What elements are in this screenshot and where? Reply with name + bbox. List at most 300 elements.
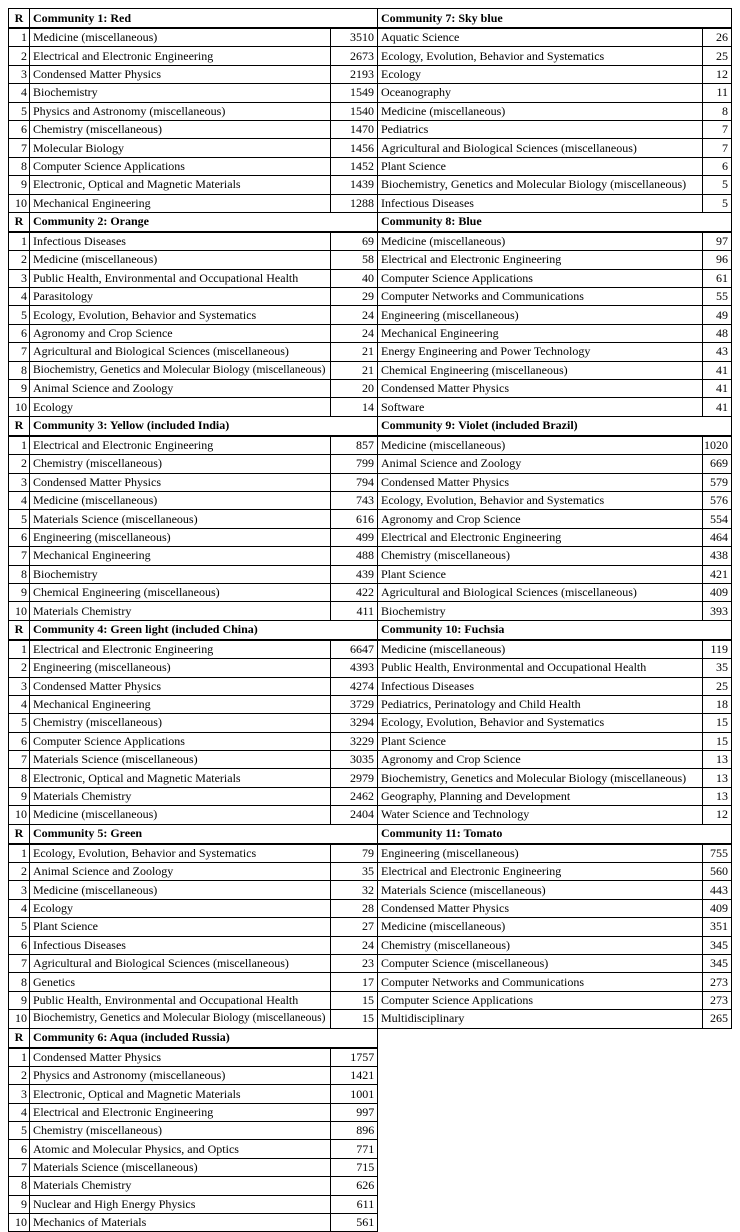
community-title: Community 9: Violet (included Brazil) (378, 416, 732, 436)
community-title: Community 5: Green (30, 824, 378, 844)
count-cell: 35 (331, 863, 378, 881)
rank-cell: 6 (9, 324, 30, 342)
table-row (9, 881, 732, 899)
count-cell: 560 (703, 863, 732, 881)
count-cell: 1001 (331, 1085, 378, 1103)
subject-cell: Electrical and Electronic Engineering (378, 251, 703, 269)
subject-cell: Electronic, Optical and Magnetic Materials (30, 769, 331, 787)
count-cell: 35 (703, 659, 732, 677)
count-cell: 4274 (331, 677, 378, 695)
rank-cell: 8 (9, 565, 30, 583)
subject-cell: Plant Science (378, 565, 703, 583)
subject-cell: Chemistry (miscellaneous) (30, 1122, 331, 1140)
table-row (9, 751, 732, 769)
subject-cell: Atomic and Molecular Physics, and Optics (30, 1140, 331, 1158)
count-cell: 3229 (331, 732, 378, 750)
table-row (9, 139, 732, 157)
table-row (9, 102, 732, 120)
subject-cell: Computer Networks and Communications (378, 973, 703, 991)
subject-cell: Agronomy and Crop Science (378, 751, 703, 769)
count-cell: 438 (703, 547, 732, 565)
rank-cell: 9 (9, 380, 30, 398)
rank-cell: 4 (9, 84, 30, 102)
table-row (9, 640, 732, 659)
count-cell: 12 (703, 806, 732, 824)
table-row (9, 1122, 733, 1140)
community-header-row (9, 416, 732, 436)
count-cell: 715 (331, 1158, 378, 1176)
subject-cell: Genetics (30, 973, 331, 991)
subject-cell: Software (378, 398, 703, 416)
count-cell: 28 (331, 899, 378, 917)
subject-cell: Ecology, Evolution, Behavior and Systematics (30, 306, 331, 324)
subject-cell: Materials Science (miscellaneous) (30, 510, 331, 528)
subject-cell: Biochemistry, Genetics and Molecular Biology (miscellaneous) (378, 176, 703, 194)
rank-cell: 5 (9, 714, 30, 732)
table-row (9, 455, 732, 473)
subject-cell: Plant Science (30, 918, 331, 936)
count-cell: 393 (703, 602, 732, 620)
rank-cell: 6 (9, 120, 30, 138)
count-cell: 43 (703, 343, 732, 361)
rank-cell: 5 (9, 102, 30, 120)
community-title: Community 7: Sky blue (378, 9, 732, 29)
subject-cell: Medicine (miscellaneous) (378, 436, 703, 455)
rank-cell: 6 (9, 528, 30, 546)
empty-cell (378, 1085, 732, 1103)
subject-cell: Materials Science (miscellaneous) (30, 751, 331, 769)
subject-cell: Chemical Engineering (miscellaneous) (30, 583, 331, 601)
subject-cell: Computer Networks and Communications (378, 288, 703, 306)
count-cell: 48 (703, 324, 732, 342)
count-cell: 6647 (331, 640, 378, 659)
subject-cell: Water Science and Technology (378, 806, 703, 824)
table-row (9, 732, 732, 750)
count-cell: 18 (703, 695, 732, 713)
subject-cell: Electrical and Electronic Engineering (30, 1103, 331, 1121)
count-cell: 49 (703, 306, 732, 324)
count-cell: 13 (703, 751, 732, 769)
count-cell: 464 (703, 528, 732, 546)
subject-cell: Electrical and Electronic Engineering (378, 863, 703, 881)
count-cell: 422 (331, 583, 378, 601)
table-row (9, 677, 732, 695)
count-cell: 15 (703, 732, 732, 750)
count-cell: 17 (331, 973, 378, 991)
count-cell: 97 (703, 232, 732, 251)
count-cell: 997 (331, 1103, 378, 1121)
table-row (9, 343, 732, 361)
table-row (9, 1195, 733, 1213)
rank-column-header: R (9, 416, 30, 436)
subject-cell: Agronomy and Crop Science (378, 510, 703, 528)
count-cell: 626 (331, 1177, 378, 1195)
count-cell: 265 (703, 1010, 732, 1028)
rank-cell: 9 (9, 787, 30, 805)
community-title: Community 8: Blue (378, 212, 732, 232)
rank-cell: 5 (9, 510, 30, 528)
rank-cell: 1 (9, 1048, 30, 1067)
rank-column-header: R (9, 1028, 30, 1048)
table-row (9, 695, 732, 713)
subject-cell: Mechanical Engineering (30, 695, 331, 713)
count-cell: 8 (703, 102, 732, 120)
rank-cell: 4 (9, 695, 30, 713)
table-row (9, 65, 732, 83)
count-cell: 41 (703, 361, 732, 379)
count-cell: 561 (331, 1214, 378, 1232)
subject-cell: Materials Science (miscellaneous) (378, 881, 703, 899)
count-cell: 409 (703, 899, 732, 917)
count-cell: 6 (703, 157, 732, 175)
subject-cell: Ecology, Evolution, Behavior and Systematics (30, 844, 331, 863)
subject-cell: Materials Chemistry (30, 602, 331, 620)
rank-cell: 2 (9, 455, 30, 473)
subject-cell: Computer Science Applications (378, 991, 703, 1009)
table-row (9, 769, 732, 787)
rank-cell: 9 (9, 583, 30, 601)
subject-cell: Agricultural and Biological Sciences (miscellaneous) (30, 954, 331, 972)
rank-cell: 6 (9, 1140, 30, 1158)
table-row (9, 1140, 733, 1158)
count-cell: 15 (331, 1010, 378, 1028)
rank-cell: 2 (9, 47, 30, 65)
table-row (9, 288, 732, 306)
count-cell: 1421 (331, 1066, 378, 1084)
subject-cell: Infectious Diseases (30, 936, 331, 954)
rank-cell: 10 (9, 1214, 30, 1232)
subject-cell: Medicine (miscellaneous) (378, 232, 703, 251)
rank-cell: 8 (9, 157, 30, 175)
subject-cell: Geography, Planning and Development (378, 787, 703, 805)
subject-cell: Engineering (miscellaneous) (30, 659, 331, 677)
subject-cell: Infectious Diseases (378, 677, 703, 695)
count-cell: 421 (703, 565, 732, 583)
subject-cell: Biochemistry (378, 602, 703, 620)
rank-cell: 1 (9, 640, 30, 659)
subject-cell: Mechanical Engineering (378, 324, 703, 342)
rank-cell: 7 (9, 139, 30, 157)
count-cell: 799 (331, 455, 378, 473)
count-cell: 3510 (331, 28, 378, 47)
subject-cell: Electronic, Optical and Magnetic Materials (30, 1085, 331, 1103)
count-cell: 5 (703, 194, 732, 212)
subject-cell: Medicine (miscellaneous) (378, 102, 703, 120)
subject-cell: Ecology (378, 65, 703, 83)
subject-cell: Public Health, Environmental and Occupational Health (30, 269, 331, 287)
rank-cell: 7 (9, 751, 30, 769)
count-cell: 1452 (331, 157, 378, 175)
count-cell: 41 (703, 398, 732, 416)
rank-cell: 4 (9, 1103, 30, 1121)
subject-cell: Ecology, Evolution, Behavior and Systematics (378, 47, 703, 65)
count-cell: 1470 (331, 120, 378, 138)
count-cell: 755 (703, 844, 732, 863)
community-band-4 (8, 620, 732, 825)
count-cell: 14 (331, 398, 378, 416)
count-cell: 1549 (331, 84, 378, 102)
count-cell: 499 (331, 528, 378, 546)
count-cell: 25 (703, 47, 732, 65)
table-row (9, 176, 732, 194)
subject-cell: Public Health, Environmental and Occupational Health (30, 991, 331, 1009)
table-row (9, 251, 732, 269)
subject-cell: Public Health, Environmental and Occupational Health (378, 659, 703, 677)
rank-cell: 2 (9, 251, 30, 269)
subject-cell: Chemistry (miscellaneous) (30, 455, 331, 473)
community-title: Community 4: Green light (included China) (30, 620, 378, 640)
table-row (9, 473, 732, 491)
subject-cell: Chemistry (miscellaneous) (378, 936, 703, 954)
empty-cell (378, 1103, 732, 1121)
subject-cell: Biochemistry (30, 565, 331, 583)
subject-cell: Agronomy and Crop Science (30, 324, 331, 342)
count-cell: 7 (703, 120, 732, 138)
empty-cell (378, 1048, 732, 1067)
table-row (9, 269, 732, 287)
table-row (9, 547, 732, 565)
rank-cell: 7 (9, 343, 30, 361)
table-row (9, 194, 732, 212)
count-cell: 488 (331, 547, 378, 565)
count-cell: 24 (331, 324, 378, 342)
table-row (9, 1214, 733, 1232)
count-cell: 411 (331, 602, 378, 620)
rank-column-header: R (9, 9, 30, 29)
count-cell: 351 (703, 918, 732, 936)
subject-cell: Ecology, Evolution, Behavior and Systematics (378, 491, 703, 509)
rank-cell: 10 (9, 602, 30, 620)
count-cell: 579 (703, 473, 732, 491)
count-cell: 15 (703, 714, 732, 732)
subject-cell: Molecular Biology (30, 139, 331, 157)
rank-cell: 1 (9, 436, 30, 455)
subject-cell: Computer Science Applications (378, 269, 703, 287)
count-cell: 4393 (331, 659, 378, 677)
community-band-2 (8, 212, 732, 417)
subject-cell: Animal Science and Zoology (378, 455, 703, 473)
subject-cell: Medicine (miscellaneous) (30, 881, 331, 899)
table-row (9, 510, 732, 528)
subject-cell: Plant Science (378, 732, 703, 750)
count-cell: 3294 (331, 714, 378, 732)
count-cell: 24 (331, 306, 378, 324)
count-cell: 3035 (331, 751, 378, 769)
subject-cell: Mechanical Engineering (30, 547, 331, 565)
subject-cell: Engineering (miscellaneous) (30, 528, 331, 546)
subject-cell: Computer Science (miscellaneous) (378, 954, 703, 972)
count-cell: 119 (703, 640, 732, 659)
count-cell: 1757 (331, 1048, 378, 1067)
subject-cell: Computer Science Applications (30, 732, 331, 750)
community-header-row (9, 9, 732, 29)
count-cell: 273 (703, 973, 732, 991)
subject-cell: Chemistry (miscellaneous) (378, 547, 703, 565)
community-header-row (9, 620, 732, 640)
empty-cell (378, 1195, 732, 1213)
table-row (9, 1010, 732, 1028)
subject-cell: Nuclear and High Energy Physics (30, 1195, 331, 1213)
subject-cell: Energy Engineering and Power Technology (378, 343, 703, 361)
rank-cell: 8 (9, 769, 30, 787)
rank-cell: 3 (9, 65, 30, 83)
community-title: Community 2: Orange (30, 212, 378, 232)
count-cell: 25 (703, 677, 732, 695)
empty-cell (378, 1028, 732, 1048)
subject-cell: Chemical Engineering (miscellaneous) (378, 361, 703, 379)
count-cell: 26 (703, 28, 732, 47)
subject-cell: Biochemistry, Genetics and Molecular Biology (miscellaneous) (378, 769, 703, 787)
table-row (9, 47, 732, 65)
subject-cell: Aquatic Science (378, 28, 703, 47)
table-row (9, 380, 732, 398)
empty-cell (378, 1140, 732, 1158)
count-cell: 1288 (331, 194, 378, 212)
count-cell: 13 (703, 787, 732, 805)
rank-cell: 10 (9, 194, 30, 212)
count-cell: 58 (331, 251, 378, 269)
community-band-5 (8, 824, 732, 1029)
table-row (9, 991, 732, 1009)
subject-cell: Physics and Astronomy (miscellaneous) (30, 1066, 331, 1084)
subject-cell: Chemistry (miscellaneous) (30, 120, 331, 138)
count-cell: 69 (331, 232, 378, 251)
count-cell: 616 (331, 510, 378, 528)
count-cell: 7 (703, 139, 732, 157)
rank-cell: 5 (9, 1122, 30, 1140)
count-cell: 743 (331, 491, 378, 509)
subject-cell: Electrical and Electronic Engineering (30, 47, 331, 65)
subject-cell: Animal Science and Zoology (30, 380, 331, 398)
table-row (9, 398, 732, 416)
count-cell: 345 (703, 954, 732, 972)
rank-cell: 2 (9, 659, 30, 677)
table-row (9, 120, 732, 138)
community-header-row (9, 212, 732, 232)
count-cell: 439 (331, 565, 378, 583)
count-cell: 554 (703, 510, 732, 528)
table-row (9, 659, 732, 677)
subject-cell: Condensed Matter Physics (378, 899, 703, 917)
count-cell: 11 (703, 84, 732, 102)
rank-cell: 1 (9, 844, 30, 863)
subject-cell: Medicine (miscellaneous) (378, 918, 703, 936)
rank-cell: 7 (9, 1158, 30, 1176)
count-cell: 5 (703, 176, 732, 194)
count-cell: 13 (703, 769, 732, 787)
subject-cell: Agricultural and Biological Sciences (miscellaneous) (30, 343, 331, 361)
table-row (9, 1085, 733, 1103)
count-cell: 345 (703, 936, 732, 954)
count-cell: 1439 (331, 176, 378, 194)
subject-cell: Condensed Matter Physics (30, 1048, 331, 1067)
subject-cell: Computer Science Applications (30, 157, 331, 175)
count-cell: 273 (703, 991, 732, 1009)
rank-cell: 3 (9, 881, 30, 899)
count-cell: 12 (703, 65, 732, 83)
table-row (9, 844, 732, 863)
community-title: Community 11: Tomato (378, 824, 732, 844)
subject-cell: Medicine (miscellaneous) (30, 28, 331, 47)
subject-cell: Agricultural and Biological Sciences (miscellaneous) (378, 139, 703, 157)
subject-cell: Engineering (miscellaneous) (378, 844, 703, 863)
count-cell: 2462 (331, 787, 378, 805)
count-cell: 40 (331, 269, 378, 287)
table-row (9, 954, 732, 972)
empty-cell (378, 1158, 732, 1176)
rank-cell: 9 (9, 1195, 30, 1213)
rank-cell: 3 (9, 269, 30, 287)
rank-cell: 3 (9, 473, 30, 491)
count-cell: 857 (331, 436, 378, 455)
rank-cell: 8 (9, 973, 30, 991)
table-row (9, 1066, 733, 1084)
rank-cell: 10 (9, 1010, 30, 1028)
subject-cell: Parasitology (30, 288, 331, 306)
rank-cell: 1 (9, 232, 30, 251)
table-row (9, 714, 732, 732)
table-row (9, 806, 732, 824)
community-title: Community 1: Red (30, 9, 378, 29)
rank-column-header: R (9, 824, 30, 844)
empty-cell (378, 1122, 732, 1140)
count-cell: 2404 (331, 806, 378, 824)
count-cell: 1020 (703, 436, 732, 455)
count-cell: 15 (331, 991, 378, 1009)
subject-cell: Multidisciplinary (378, 1010, 703, 1028)
table-row (9, 565, 732, 583)
count-cell: 29 (331, 288, 378, 306)
count-cell: 2979 (331, 769, 378, 787)
subject-cell: Chemistry (miscellaneous) (30, 714, 331, 732)
community-band-6 (8, 1028, 732, 1232)
subject-cell: Medicine (miscellaneous) (30, 251, 331, 269)
subject-cell: Infectious Diseases (378, 194, 703, 212)
table-row (9, 1048, 733, 1067)
subject-cell: Engineering (miscellaneous) (378, 306, 703, 324)
table-row (9, 306, 732, 324)
table-row (9, 491, 732, 509)
subject-cell: Agricultural and Biological Sciences (miscellaneous) (378, 583, 703, 601)
rank-cell: 7 (9, 954, 30, 972)
table-row (9, 324, 732, 342)
community-title: Community 6: Aqua (included Russia) (30, 1028, 378, 1048)
subject-cell: Ecology, Evolution, Behavior and Systematics (378, 714, 703, 732)
subject-cell: Condensed Matter Physics (378, 380, 703, 398)
rank-cell: 1 (9, 28, 30, 47)
count-cell: 2673 (331, 47, 378, 65)
rank-cell: 3 (9, 677, 30, 695)
table-row (9, 583, 732, 601)
count-cell: 61 (703, 269, 732, 287)
empty-cell (378, 1177, 732, 1195)
table-row (9, 918, 732, 936)
subject-cell: Condensed Matter Physics (378, 473, 703, 491)
table-row (9, 973, 732, 991)
rank-cell: 8 (9, 1177, 30, 1195)
subject-cell: Infectious Diseases (30, 232, 331, 251)
subject-cell: Medicine (miscellaneous) (378, 640, 703, 659)
count-cell: 896 (331, 1122, 378, 1140)
rank-cell: 9 (9, 991, 30, 1009)
table-row (9, 232, 732, 251)
subject-cell: Ecology (30, 899, 331, 917)
rank-column-header: R (9, 620, 30, 640)
count-cell: 1540 (331, 102, 378, 120)
community-title: Community 10: Fuchsia (378, 620, 732, 640)
subject-cell: Condensed Matter Physics (30, 677, 331, 695)
rank-cell: 9 (9, 176, 30, 194)
